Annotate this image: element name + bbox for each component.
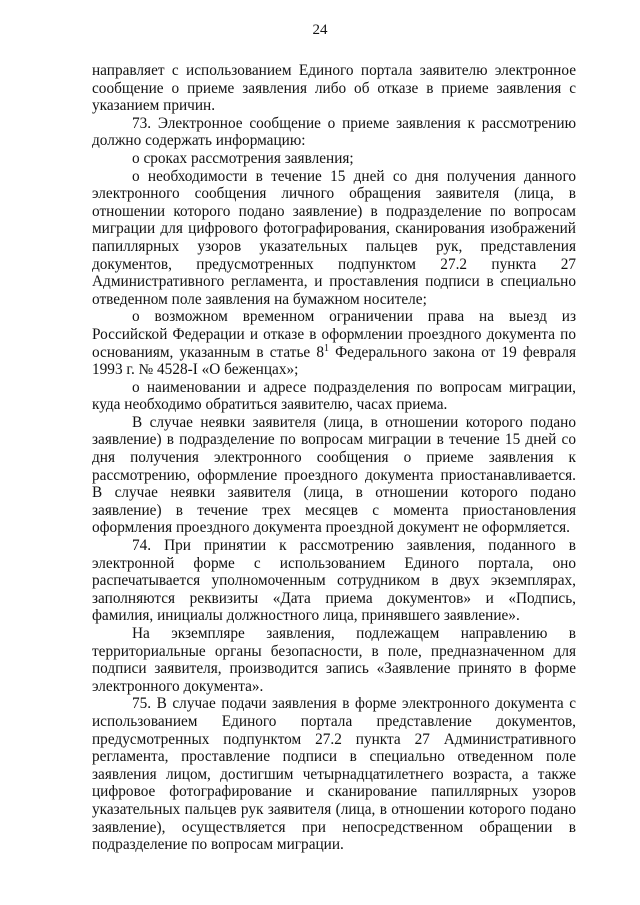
paragraph bbox=[92, 308, 576, 378]
paragraph: о сроках рассмотрения заявления; bbox=[132, 149, 354, 167]
paragraph-clause-73: 73. Электронное сообщение о приеме заявления к рассмотрению должно содержать информацию: bbox=[92, 114, 576, 150]
document-body bbox=[92, 62, 576, 854]
paragraph-text: о возможном временном ограничении права на выезд из Российской Федерации и отказе в оформлении проездного документа по основаниям, указанным в статье 8 bbox=[92, 308, 576, 361]
paragraph: На экземпляре заявления, подлежащем направлению в территориальные органы безопасности, в поле, предназначенном для подписи заявителя, производится запись «Заявление принято в форме электронного документа». bbox=[92, 625, 576, 695]
superscript: 1 bbox=[323, 342, 329, 354]
paragraph: направляет с использованием Единого портала заявителю электронное сообщение о приеме заявления либо об отказе в приеме заявления с указанием причин. bbox=[92, 62, 576, 115]
page-number: 24 bbox=[312, 22, 328, 38]
paragraph-clause-75: 75. В случае подачи заявления в форме электронного документа с использованием Единого портала представление документов, предусмотренных подпунктом 27.2 пункта 27 Административного регламента, проставление подписи в специально отведенном поле заявления лицом, достигшим четырнадцатилетнего возраста, а также цифровое фотографирование и сканирование папиллярных узоров указательных пальцев рук заявителя (лица, в отношении которого подано заявление), осуществляется при непосредственном обращении в подразделение по вопросам миграции. bbox=[92, 695, 576, 854]
paragraph: о необходимости в течение 15 дней со дня получения данного электронного сообщения личного обращения заявителя (лица, в отношении которого подано заявление) в подразделение по вопросам миграции для цифрового фотографирования, сканирования изображений папиллярных узоров указательных пальцев рук, представления документов, предусмотренных подпунктом 27.2 пункта 27 Административного регламента, и проставления подписи в специально отведенном поле заявления на бумажном носителе; bbox=[92, 167, 576, 308]
paragraph: о наименовании и адресе подразделения по вопросам миграции, куда необходимо обратиться заявителю, часах приема. bbox=[92, 378, 576, 414]
paragraph-text: Федерального закона от 19 февраля 1993 г. № 4528-I «О беженцах»; bbox=[92, 343, 576, 379]
paragraph-clause-74: 74. При принятии к рассмотрению заявления, поданного в электронной форме с использованием Единого портала, оно распечатывается уполномоченным сотрудником в двух экземплярах, заполняются реквизиты «Дата приема документов» и «Подпись, фамилия, инициалы должностного лица, принявшего заявление». bbox=[92, 537, 576, 625]
paragraph: В случае неявки заявителя (лица, в отношении которого подано заявление) в подразделение по вопросам миграции в течение 15 дней со дня получения электронного сообщения о приеме заявления к рассмотрению, оформление проездного документа приостанавливается. В случае неявки заявителя (лица, в отношении которого подано заявление) в течение трех месяцев с момента приостановления оформления проездного документа проездной документ не оформляется. bbox=[92, 413, 576, 537]
